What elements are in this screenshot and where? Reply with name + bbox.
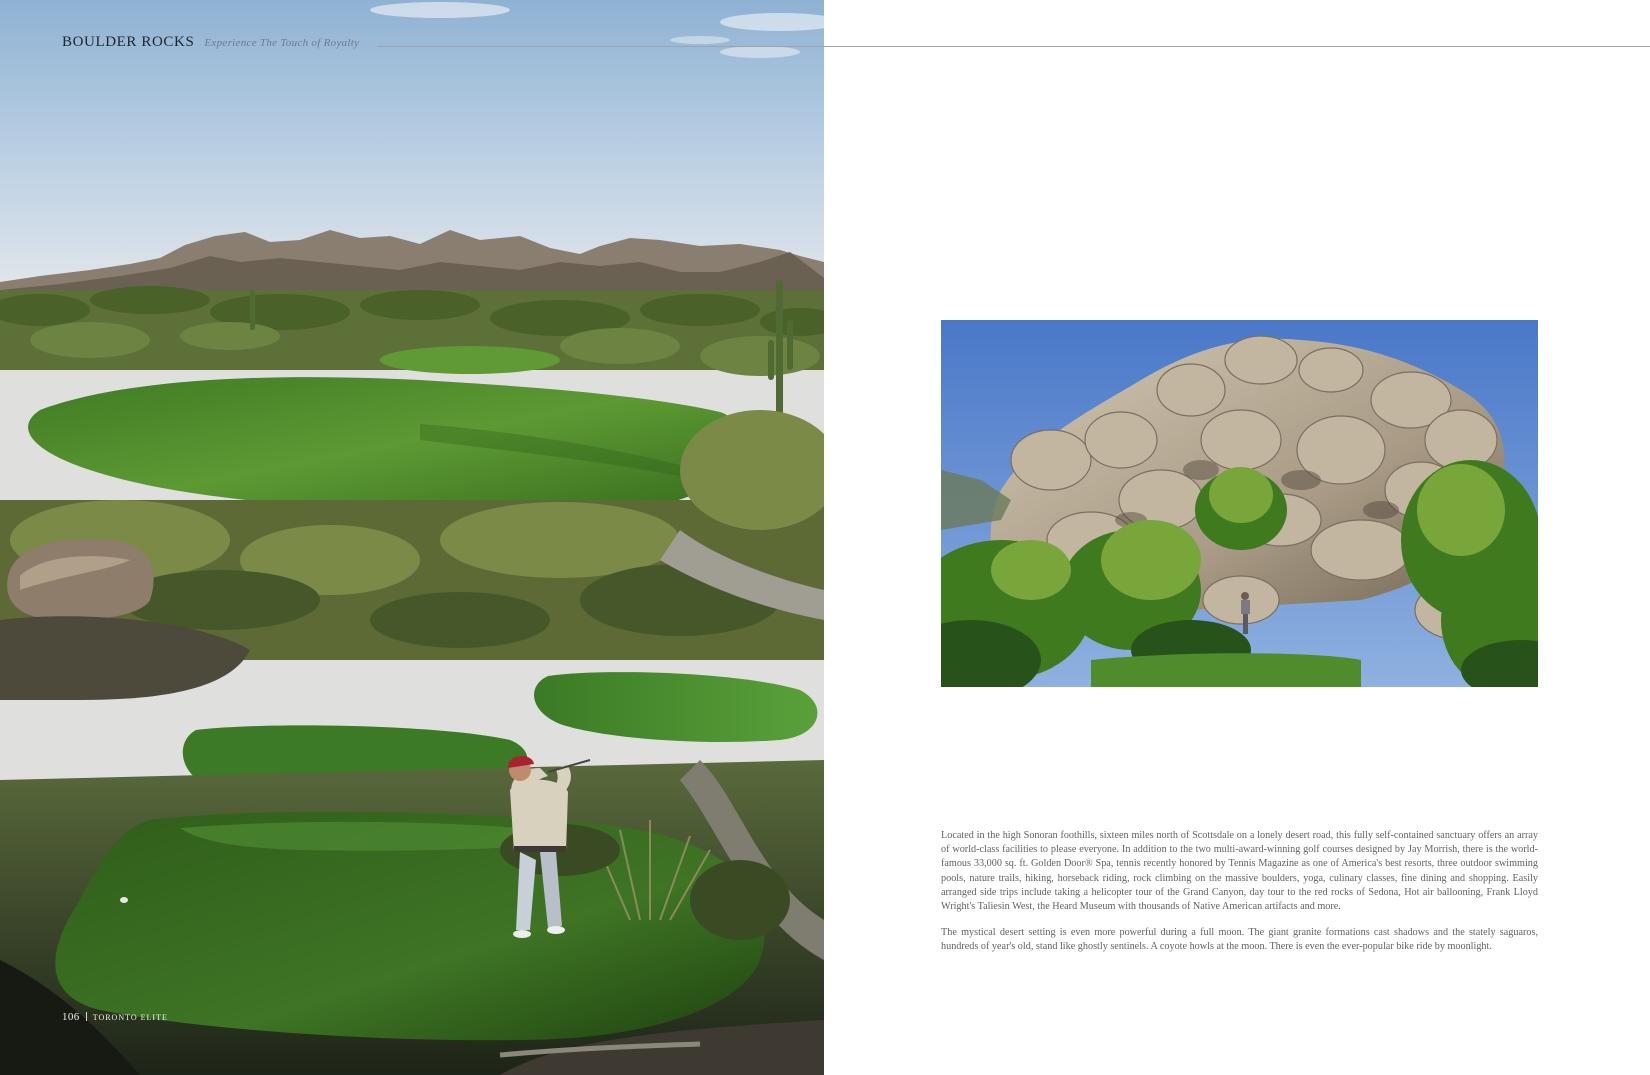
article-paragraph: Located in the high Sonoran foothills, sixteen miles north of Scottsdale on a lonely desert road, this fully self-contained sanctuary offers an array of world-class facilities to please everyone. In addition to the two multi-award-winning golf courses designed by Jay Morrish, there is the world-famous 33,000 sq. ft. Golden Door® Spa, tennis recently honored by Tennis Magazine as one of America's best resorts, three outdoor swimming pools, nature trails, hiking, horseback riding, rock climbing on the massive boulders, yoga, culinary classes, fine dining and shopping. Easily arranged side trips include taking a helicopter tour of the Grand Canyon, day tour to the red rocks of Sedona, Hot air ballooning, Frank Lloyd Wright's Taliesin West, the Heard Museum with thousands of Native American artifacts and more. bbox=[941, 830, 1538, 913]
article-body bbox=[941, 829, 1538, 967]
section-title: BOULDER ROCKS bbox=[62, 34, 195, 50]
golf-course-photo bbox=[0, 0, 824, 1075]
header-rule bbox=[377, 46, 1650, 47]
page-number: 106 bbox=[62, 1011, 80, 1023]
page-footer bbox=[62, 1011, 168, 1023]
footer-divider bbox=[86, 1012, 87, 1021]
section-subtitle: Experience The Touch of Royalty bbox=[204, 37, 360, 49]
article-paragraph: The mystical desert setting is even more powerful during a full moon. The giant granite formations cast shadows and the stately saguaros, hundreds of year's old, stand like ghostly sentinels. A coyote howls at the moon. There is even the ever-popular bike ride by moonlight. bbox=[941, 927, 1538, 953]
magazine-name: TORONTO ELITE bbox=[92, 1013, 168, 1022]
boulder-photo bbox=[941, 320, 1538, 687]
page-header bbox=[62, 34, 359, 56]
